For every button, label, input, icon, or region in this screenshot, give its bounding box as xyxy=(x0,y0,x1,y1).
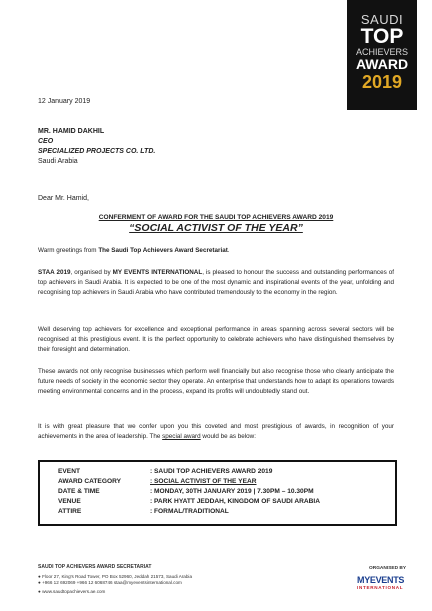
conferment-text-1: It is with great pleasure that we confer upon you this coveted and most prestigious of awards, in recognition of your achievements in the area of leadership. The xyxy=(38,423,394,441)
footer-contact xyxy=(38,580,182,586)
award-title: “SOCIAL ACTIVIST OF THE YEAR” xyxy=(129,222,303,234)
recipient-title: CEO xyxy=(38,138,54,145)
detail-label: ATTIRE xyxy=(58,508,82,515)
footer-web-text: www.saudtopachievers.ae.com xyxy=(42,589,106,594)
detail-label: EVENT xyxy=(58,468,80,475)
staa-text-1: , organised by xyxy=(70,269,113,276)
staa-text-2: , is pleased to honour the success and outstanding performances of top achievers in Saudi Arabia. It is expected to be one of the most dynamic and inspirational events of the year, unfolding and recognising top achievers in Saudi Arabia who have contributed tremendously to the economy in the region. xyxy=(38,269,395,297)
logo-line-saudi: SAUDI xyxy=(360,12,404,27)
logo-line-year: 2019 xyxy=(361,72,403,92)
footer-web xyxy=(38,589,105,595)
organiser-name: MY EVENTS INTERNATIONAL xyxy=(112,269,203,276)
letter-heading: CONFERMENT OF AWARD FOR THE SAUDI TOP ACHIEVERS AWARD 2019 xyxy=(98,214,334,221)
paragraph-awards: These awards not only recognise businesses which perform well financially but also recognise those who clearly anticipate the future needs of society in the economic sector they operate. An enterprise that understands how to adapt its operations towards meeting environmental concerns and in the process, expand its profits will undoubtedly stand out. xyxy=(38,368,394,396)
detail-label: DATE & TIME xyxy=(58,488,100,495)
greeting-prefix: Warm greetings from xyxy=(38,247,99,254)
greeting-suffix: . xyxy=(227,247,230,254)
organised-by-label: ORGANISED BY xyxy=(369,566,407,571)
myevents-logo-sub: INTERNATIONAL xyxy=(357,585,404,590)
greeting-secretariat: The Saudi Top Achievers Award Secretariat xyxy=(98,247,228,254)
detail-label: AWARD CATEGORY xyxy=(58,478,122,485)
myevents-logo xyxy=(357,575,417,599)
detail-value: : SOCIAL ACTIVIST OF THE YEAR xyxy=(150,478,257,485)
myevents-logo-text: MYEVENTS xyxy=(357,575,405,585)
detail-value: : MONDAY, 30TH JANUARY 2019 | 7.30PM – 10.30PM xyxy=(150,488,314,495)
greeting-paragraph xyxy=(38,246,394,256)
letter-date: 12 January 2019 xyxy=(38,98,91,105)
location-pin-icon: ● xyxy=(38,574,43,579)
footer-contact-text: +966 12 692069 +966 12 6068746 staa@myeventsinternational.com xyxy=(42,580,182,585)
footer-address-text: Floor 27, King's Road Tower, PO Box 52960, Jeddah 21573, Saudi Arabia xyxy=(42,574,192,579)
detail-value: : PARK HYATT JEDDAH, KINGDOM OF SAUDI ARABIA xyxy=(150,498,320,505)
footer-org: SAUDI TOP ACHIEVERS AWARD SECRETARIAT xyxy=(38,564,152,570)
logo-line-achievers: ACHIEVERS xyxy=(355,47,408,57)
conferment-text-2: would be as below: xyxy=(200,433,256,441)
recipient-block xyxy=(38,127,155,167)
recipient-country: Saudi Arabia xyxy=(38,158,78,165)
salutation: Dear Mr. Hamid, xyxy=(38,195,89,202)
paragraph-staa xyxy=(38,268,394,299)
detail-value: : FORMAL/TRADITIONAL xyxy=(150,508,229,515)
globe-icon: ● xyxy=(38,589,43,594)
logo-line-top: TOP xyxy=(360,25,404,48)
paragraph-achievers: Well deserving top achievers for excellence and exceptional performance in areas spanning across several sectors will be recognised at this prestigious event. It is the perfect opportunity to celebrate achievers who have distinguished themselves by their foresight and determination. xyxy=(38,326,394,354)
recipient-name: MR. HAMID DAKHIL xyxy=(38,128,105,135)
special-award-text: special award xyxy=(162,433,201,441)
recipient-company: SPECIALIZED PROJECTS CO. LTD. xyxy=(38,148,156,155)
logo-line-award: AWARD xyxy=(355,56,409,72)
detail-label: VENUE xyxy=(58,498,81,505)
phone-icon: ● xyxy=(38,580,43,585)
detail-value: : SAUDI TOP ACHIEVERS AWARD 2019 xyxy=(150,468,273,475)
paragraph-conferment xyxy=(38,422,394,442)
staa-name: STAA 2019 xyxy=(38,269,71,276)
award-details-box xyxy=(38,460,397,526)
award-logo xyxy=(347,0,417,110)
